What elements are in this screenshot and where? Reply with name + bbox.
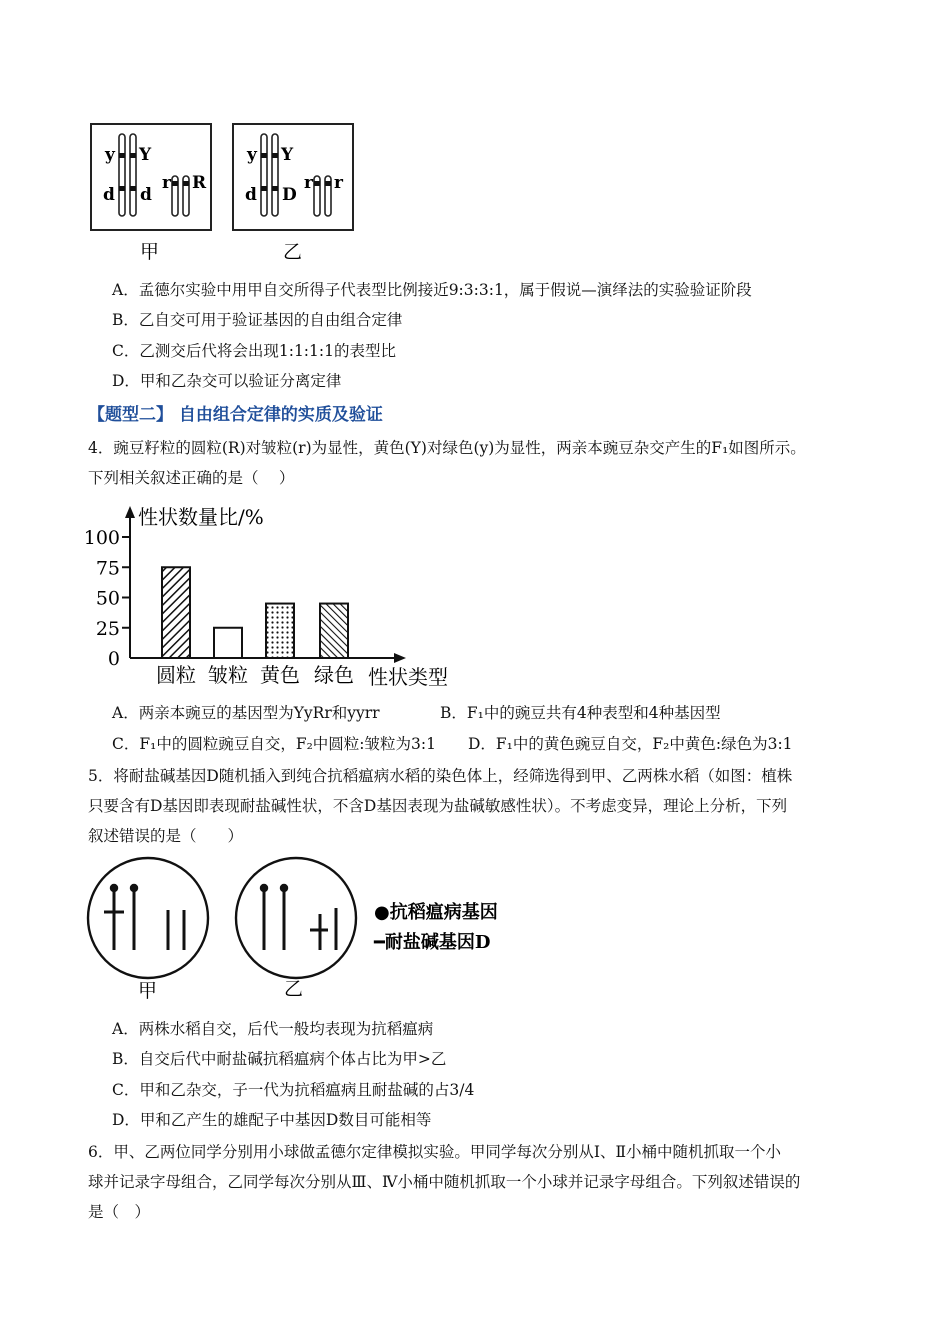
q5-chromosome-figure xyxy=(84,852,524,1002)
gene-label: r xyxy=(334,173,343,193)
gene-label: y xyxy=(105,145,115,165)
gene-label: y xyxy=(247,145,257,165)
gene-label: Y xyxy=(139,145,152,165)
bar-3 xyxy=(266,604,294,658)
cell-yi xyxy=(233,124,353,263)
q5-option-d[interactable]: D．甲和乙产生的雄配子中基因D数目可能相等 xyxy=(112,1111,432,1129)
disease-resistance-gene-dot xyxy=(260,884,268,892)
q3-option-b[interactable]: B．乙自交可用于验证基因的自由组合定律 xyxy=(112,311,403,329)
x-axis-label: 性状类型 xyxy=(368,665,448,689)
bar-1 xyxy=(162,567,190,658)
y-tick-label: 100 xyxy=(83,527,120,549)
q6-stem-line: 是（ ） xyxy=(88,1203,151,1221)
section-heading: 【题型二】 自由组合定律的实质及验证 xyxy=(88,405,383,425)
gene-label: d xyxy=(103,185,115,205)
legend-disease-resistance: ●抗稻瘟病基因 xyxy=(374,902,498,923)
gene-label: r xyxy=(162,173,171,193)
bar-2 xyxy=(214,628,242,658)
q4-option-c[interactable]: C．F₁中的圆粒豌豆自交，F₂中圆粒:皱粒为3:1 xyxy=(112,735,436,753)
gene-label: R xyxy=(192,173,207,193)
q3-option-d[interactable]: D．甲和乙杂交可以验证分离定律 xyxy=(112,372,342,390)
disease-resistance-gene-dot xyxy=(280,884,288,892)
q4-option-d[interactable]: D．F₁中的黄色豌豆自交，F₂中黄色:绿色为3:1 xyxy=(468,735,793,753)
bar-4 xyxy=(320,604,348,658)
disease-resistance-gene-dot xyxy=(130,884,138,892)
legend-salt-tolerance: ━耐盐碱基因D xyxy=(374,932,491,953)
x-tick-label: 皱粒 xyxy=(208,663,248,687)
q5-option-a[interactable]: A．两株水稻自交，后代一般均表现为抗稻瘟病 xyxy=(112,1020,434,1038)
figure-caption: 乙 xyxy=(283,241,303,263)
q4-option-b[interactable]: B．F₁中的豌豆共有4种表型和4种基因型 xyxy=(440,704,721,722)
cell-jia xyxy=(91,124,211,263)
figure-caption: 甲 xyxy=(140,241,160,263)
disease-resistance-gene-dot xyxy=(110,884,118,892)
q6-stem-line: 6．甲、乙两位同学分别用小球做孟德尔定律模拟实验。甲同学每次分别从Ⅰ、Ⅱ小桶中随机抓取一个小 xyxy=(88,1143,782,1161)
q5-stem-line: 只要含有D基因即表现耐盐碱性状，不含D基因表现为盐碱敏感性状）。不考虑变异，理论上分析，下列 xyxy=(88,797,788,815)
q5-option-b[interactable]: B．自交后代中耐盐碱抗稻瘟病个体占比为甲>乙 xyxy=(112,1050,447,1068)
x-tick-label: 圆粒 xyxy=(156,663,196,687)
gene-label: d xyxy=(140,185,152,205)
y-tick-label: 25 xyxy=(95,617,120,640)
q3-option-a[interactable]: A．孟德尔实验中用甲自交所得子代表型比例接近9:3:3:1，属于假说—演绎法的实验验证阶段 xyxy=(112,281,752,299)
cell-yi xyxy=(236,858,356,1000)
y-tick-label: 50 xyxy=(95,587,120,610)
q5-option-c[interactable]: C．甲和乙杂交，子一代为抗稻瘟病且耐盐碱的占3/4 xyxy=(112,1081,475,1099)
x-tick-label: 黄色 xyxy=(260,663,300,687)
y-tick-label: 0 xyxy=(107,648,120,670)
gene-label: Y xyxy=(281,145,294,165)
q4-bar-chart xyxy=(80,500,470,695)
gene-label: d xyxy=(245,185,257,205)
figure-caption: 乙 xyxy=(284,978,304,1000)
y-tick-label: 75 xyxy=(95,557,120,580)
figure-caption: 甲 xyxy=(138,980,158,1002)
q3-option-c[interactable]: C．乙测交后代将会出现1:1:1:1的表型比 xyxy=(112,342,396,360)
q5-stem-line: 叙述错误的是（ ） xyxy=(88,827,244,845)
q5-stem-line: 5．将耐盐碱基因D随机插入到纯合抗稻瘟病水稻的染色体上，经筛选得到甲、乙两株水稻（如图：植株 xyxy=(88,767,793,785)
q3-cell-figure xyxy=(88,120,368,268)
q4-option-a[interactable]: A．两亲本豌豆的基因型为YyRr和yyrr xyxy=(112,704,380,722)
q6-stem-line: 球并记录字母组合，乙同学每次分别从Ⅲ、Ⅳ小桶中随机抓取一个小球并记录字母组合。下列叙述错误的 xyxy=(88,1173,801,1191)
x-tick-label: 绿色 xyxy=(314,663,354,687)
q4-stem-line: 下列相关叙述正确的是（ ） xyxy=(88,469,295,487)
q4-stem-line: 4．豌豆籽粒的圆粒(R)对皱粒(r)为显性，黄色(Y)对绿色(y)为显性，两亲本豌豆杂交产生的F₁如图所示。 xyxy=(88,439,806,457)
y-axis-label: 性状数量比/% xyxy=(138,505,264,529)
gene-label: r xyxy=(304,173,313,193)
gene-label: D xyxy=(282,185,297,205)
cell-jia xyxy=(88,858,208,1002)
